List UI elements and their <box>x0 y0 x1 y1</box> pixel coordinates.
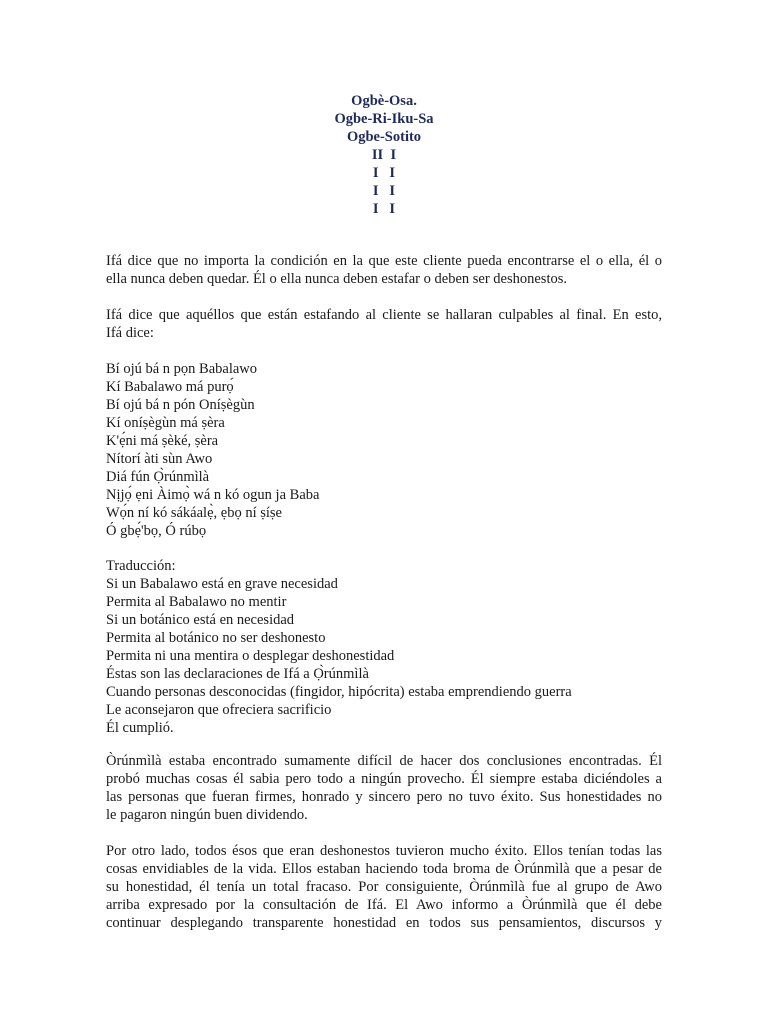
verse-line: Bí ojú bá n pọn Babalawo <box>106 361 258 377</box>
translation-line: Permita ni una mentira o desplegar deshonestidad <box>106 648 395 664</box>
translation-line: Si un Babalawo está en grave necesidad <box>106 576 338 592</box>
text-line: ella nunca deben quedar. Él o ella nunca deben estafar o deben ser deshonestos. <box>106 271 567 287</box>
text-line: le pagaron ningún buen dividendo. <box>106 807 308 823</box>
verse-line: K'ẹ́ni má ṣèké, ṣèra <box>106 433 219 449</box>
translation-block <box>106 557 662 737</box>
text-line: probó muchas cosas él sabia pero todo a ningún provecho. Él siempre estaba diciéndoles a <box>106 771 662 787</box>
yoruba-verse <box>106 360 662 540</box>
verse-line: Nịjọ́ ẹni Àimọ̀ wá n kó ogun ja Baba <box>106 487 320 503</box>
translation-line: Le aconsejaron que ofreciera sacrificio <box>106 702 332 718</box>
paragraph-orunmila <box>106 752 662 824</box>
verse-line: Ó gbẹ́'bọ, Ó rúbọ <box>106 523 207 539</box>
text-line: continuar desplegando transparente honestidad en todos sus pensamientos, discursos y <box>106 915 662 931</box>
odu-sign-row: II I <box>371 147 397 163</box>
odu-sign-row: I I <box>372 165 396 181</box>
paragraph-ifa-dice <box>106 306 662 342</box>
odu-alt-name-2: Ogbe-Sotito <box>346 129 422 145</box>
verse-line: Bí ojú bá n pón Oníṣègùn <box>106 397 255 413</box>
odu-alt-name: Ogbe-Ri-Iku-Sa <box>334 111 434 127</box>
verse-line: Nítorí àti sùn Awo <box>106 451 213 467</box>
paragraph-intro <box>106 252 662 288</box>
text-line: Por otro lado, todos ésos que eran deshonestos tuvieron mucho éxito. Ellos tenían todas las <box>106 843 662 859</box>
text-line: Ifá dice que no importa la condición en la que este cliente pueda encontrarse el o ella, él o <box>106 253 662 269</box>
translation-line: Permita al Babalawo no mentir <box>106 594 287 610</box>
odu-title: Ogbè-Osa. <box>351 93 417 109</box>
text-line: arriba expresado por la consultación de Ifá. El Awo informo a Òrúnmìlà que él debe <box>106 897 662 913</box>
translation-line: Él cumplió. <box>106 720 174 736</box>
translation-line: Permita al botánico no ser deshonesto <box>106 630 326 646</box>
odu-sign-row: I I <box>372 201 396 217</box>
text-line: su honestidad, él tenía un total fracaso. Por consiguiente, Òrúnmìlà fue al grupo de Awo <box>106 879 662 895</box>
verse-line: Kí oníṣègùn má ṣèra <box>106 415 225 431</box>
text-line: Òrúnmìlà estaba encontrado sumamente difícil de hacer dos conclusiones encontradas. Él <box>106 753 662 769</box>
text-line: Ifá dice: <box>106 325 154 341</box>
translation-line: Si un botánico está en necesidad <box>106 612 295 628</box>
translation-line: Cuando personas desconocidas (fingidor, hipócrita) estaba emprendiendo guerra <box>106 684 572 700</box>
verse-line: Kí Babalawo má purọ́ <box>106 379 234 395</box>
verse-line: Wọ́n ní kó sákáalẹ̀, ẹbọ ní ṣíṣe <box>106 505 282 521</box>
translation-line: Éstas son las declaraciones de Ifá a Ọ̀rúnmìlà <box>106 666 369 682</box>
text-line: cosas envidiables de la vida. Ellos estaban haciendo toda broma de Òrúnmìlà que a pesar de <box>106 861 662 877</box>
odu-sign-row: I I <box>372 183 396 199</box>
verse-line: Diá fún Ọ̀rúnmìlà <box>106 469 210 485</box>
translation-heading: Traducción: <box>106 558 176 574</box>
paragraph-dishonest <box>106 842 662 932</box>
text-line: Ifá dice que aquéllos que están estafando al cliente se hallaran culpables al final. En esto, <box>106 307 662 323</box>
odu-header <box>0 92 768 218</box>
text-line: las personas que fueran firmes, honrado y sincero pero no tuvo éxito. Sus honestidades no <box>106 789 662 805</box>
